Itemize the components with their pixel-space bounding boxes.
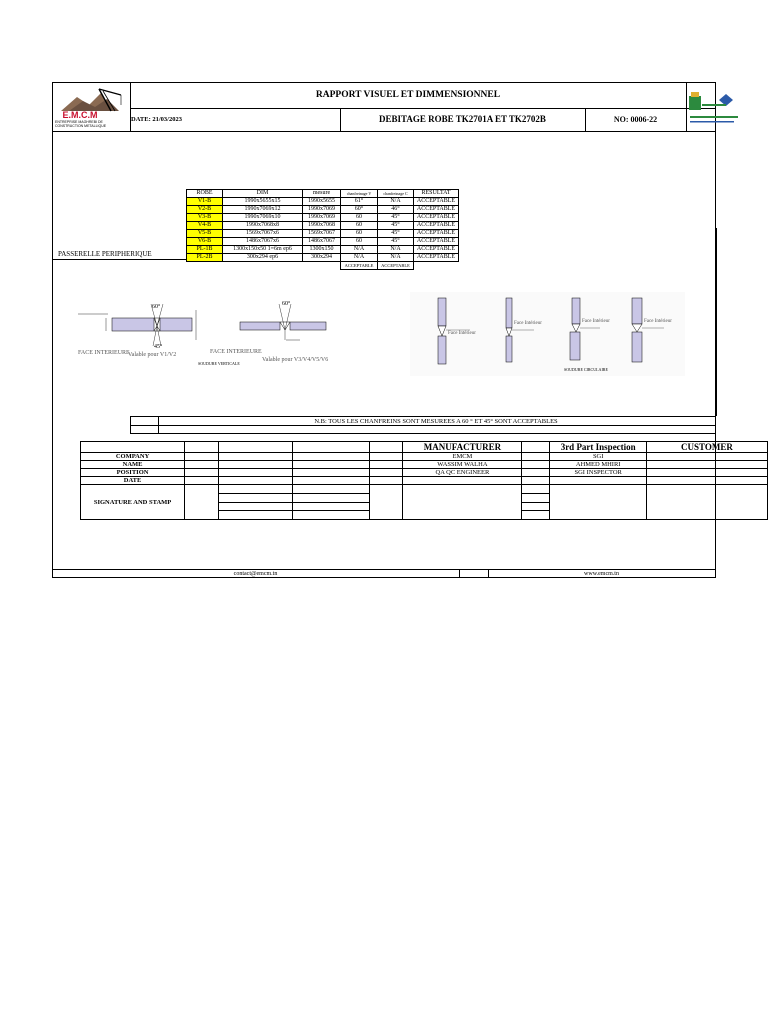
resultat-cell: ACCEPTABLE — [414, 206, 459, 214]
company-logo — [55, 85, 127, 129]
row-label: DATE — [81, 477, 185, 485]
row-label: POSITION — [81, 469, 185, 477]
robe-id: V6-B — [187, 238, 223, 246]
resultat-cell: ACCEPTABLE — [414, 198, 459, 206]
stamp-label: SIGNATURE AND STAMP — [81, 485, 185, 520]
table-header-row — [187, 190, 459, 198]
mesure-cell: 1990x7069 — [303, 214, 341, 222]
signature-row — [81, 461, 768, 469]
signature-table — [80, 441, 768, 520]
mesure-cell: 1569x7067 — [303, 230, 341, 238]
table-row — [187, 206, 459, 214]
row-label: NAME — [81, 461, 185, 469]
dim-cell: 1990x7069x12 — [223, 206, 303, 214]
chanfrein-c-cell: N/A — [378, 246, 414, 254]
validity-note: Valable pour V3/V4/V5/V6 — [262, 357, 329, 363]
report-number: NO: 0006-22 — [613, 115, 658, 124]
manufacturer-header: MANUFACTURER — [403, 442, 522, 453]
robe-id: PL-1B — [187, 246, 223, 254]
face-label: Face Intérieur — [582, 319, 610, 324]
signature-header-row — [81, 442, 768, 453]
face-label: Face Intérieur — [448, 331, 476, 336]
client-logo — [688, 84, 740, 130]
weld-drawing-v1-v2 — [78, 300, 206, 360]
robe-id: V3-B — [187, 214, 223, 222]
table-row — [187, 254, 459, 262]
dim-cell: 1990x7069x10 — [223, 214, 303, 222]
header-cell: mesure — [303, 190, 341, 198]
angle-label: 60° — [152, 304, 161, 310]
customer-value — [646, 453, 767, 461]
signature-row — [81, 469, 768, 477]
manufacturer-value: EMCM — [403, 453, 522, 461]
dim-cell: 1486x7067x6 — [223, 238, 303, 246]
chanfrein-c-cell: 45° — [378, 214, 414, 222]
manufacturer-stamp — [403, 485, 522, 520]
third-party-stamp — [550, 485, 647, 520]
chanfrein-c-cell: 45° — [378, 222, 414, 230]
chanfrein-v-cell: 60 — [341, 238, 378, 246]
robe-id: PL-2B — [187, 254, 223, 262]
signature-row — [81, 453, 768, 461]
report-title: RAPPORT VISUEL ET DIMMENSIONNEL — [315, 90, 501, 100]
chanfrein-v-cell: 60 — [341, 222, 378, 230]
chanfrein-c-cell: 46° — [378, 206, 414, 214]
drawing-caption: SOUDURE CIRCULAIRE — [564, 367, 608, 372]
face-label: FACE INTERIEURE — [210, 349, 262, 355]
mesure-cell: 1990x7069 — [303, 206, 341, 214]
section-label: PASSERELLE PERIPHERIQUE — [58, 250, 152, 258]
header-cell: chanfreinage C — [378, 190, 414, 198]
robe-id: V2-B — [187, 206, 223, 214]
resultat-cell: ACCEPTABLE — [414, 254, 459, 262]
customer-stamp — [646, 485, 767, 520]
signature-row — [81, 477, 768, 485]
third-party-value: SGI — [550, 453, 647, 461]
footer-email[interactable]: contact@emcm.tn — [233, 571, 278, 577]
customer-header: CUSTOMER — [646, 442, 767, 453]
mesure-cell: 1300x150 — [303, 246, 341, 254]
face-label: Face Intérieur — [644, 319, 672, 324]
chanfrein-c-cell: N/A — [378, 254, 414, 262]
mesure-cell: 300x294 — [303, 254, 341, 262]
customer-value — [646, 461, 767, 469]
footer-cell: ACCEPTABLE — [378, 262, 414, 270]
header-cell: DIM — [223, 190, 303, 198]
face-label: Face Intérieur — [514, 321, 542, 326]
mesure-cell: 1990x7068 — [303, 222, 341, 230]
header-cell: RESULTAT — [414, 190, 459, 198]
robe-table — [186, 189, 459, 270]
stamp-row — [81, 485, 768, 494]
manufacturer-value: WASSIM WALHA — [403, 461, 522, 469]
table-row — [187, 230, 459, 238]
angle-label: 45° — [154, 344, 163, 350]
footer-website[interactable]: www.emcm.tn — [584, 571, 619, 577]
chanfrein-v-cell: N/A — [341, 246, 378, 254]
resultat-cell: ACCEPTABLE — [414, 222, 459, 230]
client-logo-icon — [688, 84, 740, 130]
robe-id: V4-B — [187, 222, 223, 230]
dim-cell: 1990x7068x8 — [223, 222, 303, 230]
manufacturer-value — [403, 477, 522, 485]
chanfrein-v-cell: N/A — [341, 254, 378, 262]
row-label: COMPANY — [81, 453, 185, 461]
face-label: FACE INTERIEURE — [78, 350, 130, 356]
dim-cell: 1300x150x50 1=6m ep6 — [223, 246, 303, 254]
chanfrein-c-cell: 45° — [378, 230, 414, 238]
report-subject: DEBITAGE ROBE TK2701A ET TK2702B — [379, 114, 546, 124]
dim-cell: 1569x7067x6 — [223, 230, 303, 238]
chanfrein-c-cell: 45° — [378, 238, 414, 246]
validity-note: Valable pour V1/V2 — [128, 352, 177, 358]
mesure-cell: 1486x7067 — [303, 238, 341, 246]
table-row — [187, 222, 459, 230]
chanfrein-v-cell: 60 — [341, 230, 378, 238]
table-row — [187, 214, 459, 222]
chanfrein-c-cell: N/A — [378, 198, 414, 206]
third-party-value: AHMED MHIRI — [550, 461, 647, 469]
resultat-cell: ACCEPTABLE — [414, 230, 459, 238]
table-row — [187, 246, 459, 254]
header-cell: ROBE — [187, 190, 223, 198]
robe-id: V1-B — [187, 198, 223, 206]
resultat-cell: ACCEPTABLE — [414, 214, 459, 222]
footer-cell: ACCEPTABLE — [341, 262, 378, 270]
resultat-cell: ACCEPTABLE — [414, 246, 459, 254]
drawing-caption: SOUDURE VERTICALE — [198, 361, 240, 366]
resultat-cell: ACCEPTABLE — [414, 238, 459, 246]
report-date: DATE: 21/03/2023 — [131, 116, 182, 123]
chanfrein-v-cell: 60° — [341, 206, 378, 214]
header-cell: chanfreinage V — [341, 190, 378, 198]
customer-value — [646, 469, 767, 477]
weld-drawing-v3-v6 — [196, 298, 336, 370]
robe-id: V5-B — [187, 230, 223, 238]
chanfrein-v-cell: 61° — [341, 198, 378, 206]
mesure-cell: 1990x5655 — [303, 198, 341, 206]
circular-weld-drawings — [410, 292, 685, 376]
dim-cell: 300x294 ep6 — [223, 254, 303, 262]
logo-text: E.M.C.M — [62, 110, 98, 120]
table-row — [187, 238, 459, 246]
third-party-value — [550, 477, 647, 485]
manufacturer-value: QA QC ENGINEER — [403, 469, 522, 477]
third-party-header: 3rd Part Inspection — [550, 442, 647, 453]
table-footer-row — [187, 262, 459, 270]
logo-subtext: ENTREPRISE MAGHREBI DE CONSTRUCTION METALLIQUE — [55, 120, 107, 128]
dim-cell: 1990x5655x15 — [223, 198, 303, 206]
angle-label: 60° — [282, 301, 291, 307]
third-party-value: SGI INSPECTOR — [550, 469, 647, 477]
inspection-note: N.B: TOUS LES CHANFREINS SONT MESUREES A 60 ° ET 45° SONT ACCEPTABLES — [314, 418, 558, 425]
table-row — [187, 198, 459, 206]
customer-value — [646, 477, 767, 485]
chanfrein-v-cell: 60 — [341, 214, 378, 222]
